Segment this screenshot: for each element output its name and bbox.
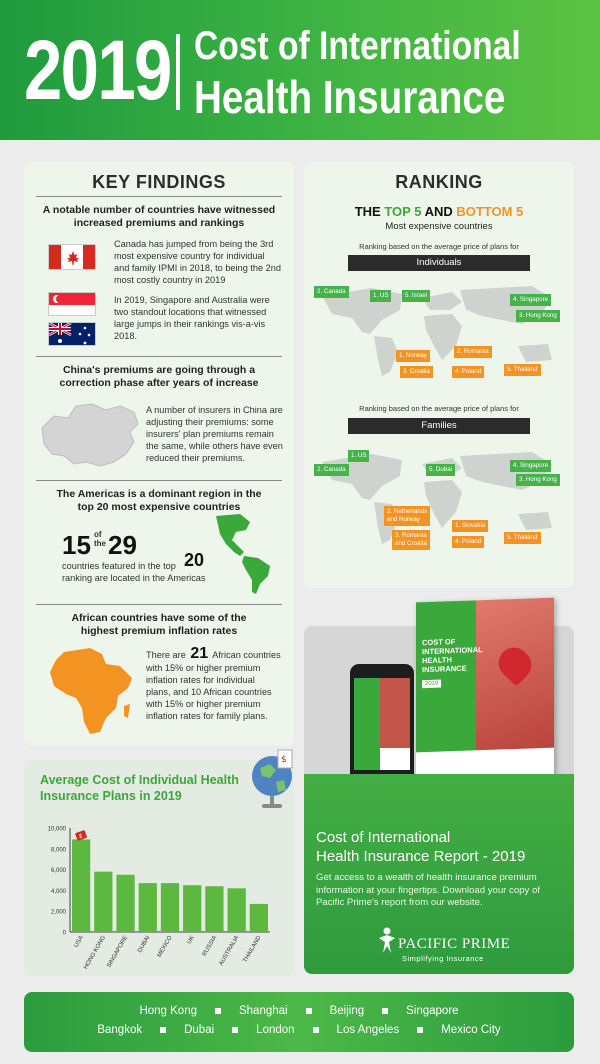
x-tick-label: SINGAPORE — [106, 935, 130, 969]
report-title: Cost of International Health Insurance Report - 2019 — [316, 829, 526, 865]
brand-tagline: Simplifying Insurance — [402, 954, 484, 963]
rank-tag-netherlands-norway: 2. Netherlands and Norway — [384, 506, 430, 526]
individuals-bar: Individuals — [348, 255, 530, 271]
singapore-flag-icon — [48, 292, 96, 316]
y-tick-label: 0 — [62, 930, 66, 937]
bar-mexico — [161, 883, 179, 932]
stat-29: 29 — [108, 530, 137, 560]
footer-city-beijing: Beijing — [329, 1005, 365, 1017]
bar-usa — [72, 839, 90, 932]
footer-city-bangkok: Bangkok — [97, 1024, 143, 1036]
section1-subtitle: A notable number of countries have witnessed increased premiums and rankings — [42, 204, 276, 229]
canada-flag-icon — [48, 244, 96, 270]
rank-tag-thailand: 5. Thailand — [504, 364, 541, 376]
y-tick-label: 4,000 — [50, 888, 66, 895]
singapore-australia-text: In 2019, Singapore and Australia were two standout locations that witnessed large jumps in their rankings vis-a-vis 2018. — [114, 295, 270, 341]
chart-title: Average Cost of Individual Health Insurance Plans in 2019 — [40, 773, 239, 803]
footer-city-london: London — [256, 1024, 295, 1036]
china-map-icon — [34, 398, 144, 472]
ranking-heading: THE TOP 5 AND BOTTOM 5 — [354, 204, 524, 219]
stat-of-the: of the — [94, 530, 106, 548]
ranking-title: RANKING — [395, 172, 483, 192]
brand-name: PACIFIC PRIME — [398, 936, 511, 952]
svg-text:$: $ — [78, 832, 83, 840]
footer-separator — [160, 1027, 166, 1033]
footer-city-mexico-city: Mexico City — [441, 1024, 501, 1036]
dollar-tag-icon — [75, 830, 87, 841]
footer-city-shanghai: Shanghai — [238, 1005, 288, 1017]
canada-text: Canada has jumped from being the 3rd most expensive country for individual and family IPMI in 2018, to being the 2nd most costly country in 2019 — [114, 239, 282, 285]
footer-city-hong-kong: Hong Kong — [139, 1005, 197, 1017]
africa-map-icon — [44, 646, 140, 738]
footer-separator — [215, 1008, 221, 1014]
footer-separator — [382, 1008, 388, 1014]
rank-tag-singapore: 4. Singapore — [510, 460, 551, 472]
rank-tag-israel: 5. Israel — [402, 290, 430, 302]
china-text: A number of insurers in China are adjusting their premiums: some insurers' plan premiums remain the same, while others have even reduced their premiums. — [146, 405, 283, 463]
bar-russia — [205, 886, 223, 932]
americas-text-line1: countries featured in the top — [62, 561, 176, 571]
bar-dubai — [139, 883, 157, 932]
bar-uk — [183, 885, 201, 932]
rank-tag-singapore: 4. Singapore — [510, 294, 551, 306]
section2-subtitle: China's premiums are going through a correction phase after years of increase — [59, 364, 259, 389]
y-tick-label: 2,000 — [50, 909, 66, 916]
x-tick-label: DUBAI — [137, 935, 152, 954]
footer-separator — [417, 1027, 423, 1033]
globe-icon — [248, 748, 300, 814]
phone-mockup — [350, 664, 414, 786]
report-description: Get access to a wealth of health insurance premium information at your fingertips. Download your copy of Pacific Prime's report from our website. — [316, 872, 540, 908]
footer-city-dubai: Dubai — [184, 1024, 215, 1036]
footer-city-los-angeles: Los Angeles — [336, 1024, 400, 1036]
rank-tag-hongkong: 3. Hong Kong — [516, 474, 560, 486]
bar-hong-kong — [94, 872, 112, 932]
bar-singapore — [116, 875, 134, 932]
svg-text:$: $ — [281, 755, 287, 765]
africa-text: There are 21 African countries with 15% or higher premium inflation rates for individual plans, and 10 African countries with 15% or higher premium inflation rates for family plans. — [146, 645, 281, 721]
americas-map-icon — [210, 512, 286, 596]
page-header — [0, 0, 600, 140]
rank-tag-croatia: 3. Croatia — [400, 366, 433, 378]
x-tick-label: UK — [186, 935, 196, 946]
pacific-prime-logo-icon — [376, 926, 398, 954]
y-tick-label: 6,000 — [50, 868, 66, 875]
header-title-line2: Health Insurance — [194, 71, 506, 123]
rank-tag-us: 1. US — [370, 290, 391, 302]
ranking-panel — [304, 162, 574, 588]
x-tick-label: THAILAND — [242, 935, 263, 964]
footer-locations — [24, 992, 574, 1052]
footer-separator — [306, 1008, 312, 1014]
stat-20: 20 — [184, 550, 205, 570]
header-divider — [176, 34, 180, 110]
chart-panel — [24, 755, 294, 976]
divider — [36, 196, 282, 197]
individuals-note: Ranking based on the average price of plans for — [359, 242, 519, 251]
footer-separator — [232, 1027, 238, 1033]
bar-thailand — [250, 904, 268, 932]
rank-tag-canada: 2. Canada — [314, 464, 349, 476]
report-panel — [304, 774, 574, 974]
stat-21: 21 — [190, 645, 209, 662]
australia-flag-icon — [48, 322, 96, 346]
rank-tag-romania-croatia: 3. Romania and Croatia — [392, 530, 430, 550]
x-tick-label: MEXICO — [156, 935, 174, 959]
rank-tag-hongkong: 3. Hong Kong — [516, 310, 560, 322]
book-title: COST OF INTERNATIONAL HEALTH INSURANCE — [422, 637, 483, 675]
footer-row2 — [24, 1024, 574, 1036]
bar-australia — [228, 888, 246, 932]
x-tick-label: AUSTRALIA — [218, 935, 241, 967]
footer-separator — [313, 1027, 319, 1033]
header-year: 2019 — [24, 23, 171, 117]
key-findings-panel — [24, 162, 294, 746]
divider — [36, 356, 282, 357]
ranking-subtitle: Most expensive countries — [385, 221, 493, 232]
rank-tag-poland: 4. Poland — [452, 536, 484, 548]
rank-tag-romania: 2. Romania — [454, 346, 492, 358]
families-note: Ranking based on the average price of plans for — [359, 404, 519, 413]
footer-city-singapore: Singapore — [406, 1005, 459, 1017]
report-book-cover — [416, 598, 554, 785]
rank-tag-poland: 4. Poland — [452, 366, 484, 378]
divider — [36, 480, 282, 481]
stat-15: 15 — [62, 530, 91, 560]
key-findings-title: KEY FINDINGS — [92, 172, 226, 192]
rank-tag-thailand: 5. Thailand — [504, 532, 541, 544]
section4-subtitle: African countries have some of the highest premium inflation rates — [71, 612, 247, 637]
x-tick-label: RUSSIA — [201, 935, 219, 958]
header-title-line1: Cost of International — [194, 24, 521, 68]
section3-subtitle: The Americas is a dominant region in the top 20 most expensive countries — [56, 488, 262, 513]
rank-tag-us: 1. US — [348, 450, 369, 462]
rank-tag-dubai: 5. Dubai — [426, 464, 455, 476]
y-tick-label: 10,000 — [47, 826, 66, 833]
americas-text-line2: ranking are located in the Americas — [62, 573, 206, 583]
bar-chart — [24, 816, 294, 972]
report-image-area — [304, 626, 574, 786]
y-tick-label: 8,000 — [50, 847, 66, 854]
families-bar: Families — [348, 418, 530, 434]
book-year: 2019 — [422, 680, 441, 689]
rank-tag-norway: 1. Norway — [396, 350, 430, 362]
divider — [36, 604, 282, 605]
rank-tag-slovakia: 1. Slovakia — [452, 520, 488, 532]
x-tick-label: HONG KONG — [83, 935, 108, 971]
rank-tag-canada: 2. Canada — [314, 286, 349, 298]
footer-row1 — [24, 1005, 574, 1017]
x-tick-label: USA — [73, 935, 85, 949]
